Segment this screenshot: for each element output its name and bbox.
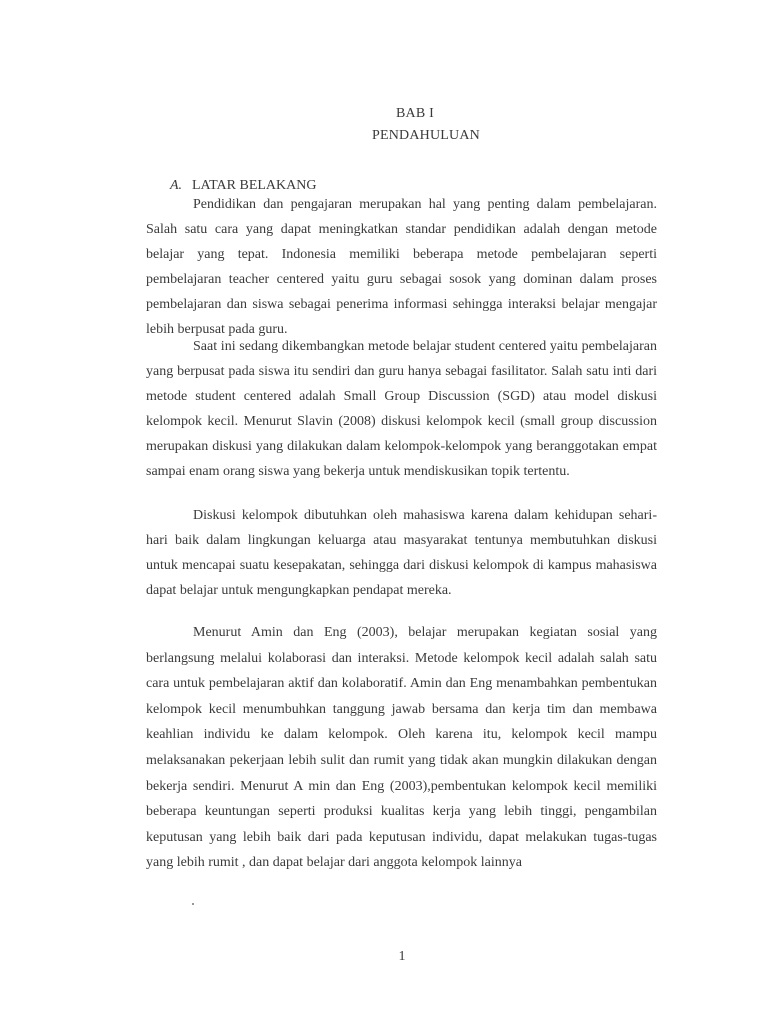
paragraph: Menurut Amin dan Eng (2003), belajar merupakan kegiatan sosial yang berlangsung melalui kolaborasi dan interaksi. Metode kelompok kecil adalah salah satu cara untuk pembelajaran aktif dan kolaboratif. Amin dan Eng menambahkan pembentukan kelompok kecil menumbuhkan tanggung jawab bersama dan kerja tim dan membawa keahlian individu ke dalam kelompok. Oleh karena itu, kelompok kecil mampu melaksanakan pekerjaan lebih sulit dan rumit yang tidak akan mungkin dilakukan dengan bekerja sendiri. Menurut A min dan Eng (2003),pembentukan kelompok kecil memiliki beberapa keuntungan seperti produksi kualitas kerja yang lebih tinggi, pengambilan keputusan yang lebih baik dari pada keputusan individu, dapat melakukan tugas-tugas yang lebih rumit , dan dapat belajar dari anggota kelompok lainnya (146, 625, 657, 871)
paragraph: Saat ini sedang dikembangkan metode belajar student centered yaitu pembelajaran yang berpusat pada siswa itu sendiri dan guru hanya sebagai fasilitator. Salah satu inti dari metode student centered adalah Small Group Discussion (SGD) atau model diskusi kelompok kecil. Menurut Slavin (2008) diskusi kelompok kecil (small group discussion merupakan diskusi yang dilakukan dalam kelompok-kelompok yang beranggotakan empat sampai enam orang siswa yang bekerja untuk mendiskusikan topik tertentu. (146, 339, 657, 479)
paragraph-block (146, 620, 657, 876)
chapter-title: PENDAHULUAN (372, 128, 480, 143)
paragraph-block (146, 334, 657, 484)
section-letter: A. (170, 178, 183, 193)
paragraph-block (146, 503, 657, 603)
paragraph-block (146, 192, 657, 342)
page-number: 1 (398, 949, 406, 964)
paragraph: Diskusi kelompok dibutuhkan oleh mahasiswa karena dalam kehidupan sehari-hari baik dalam lingkungan keluarga atau masyarakat tentunya membutuhkan diskusi untuk mencapai suatu kesepakatan, sehingga dari diskusi kelompok di kampus mahasiswa dapat belajar untuk mengungkapkan pendapat mereka. (146, 508, 657, 598)
stray-mark (192, 903, 194, 905)
paragraph: Pendidikan dan pengajaran merupakan hal yang penting dalam pembelajaran. Salah satu cara yang dapat meningkatkan standar pendidikan adalah dengan metode belajar yang tepat. Indonesia memiliki beberapa metode pembelajaran seperti pembelajaran teacher centered yaitu guru sebagai sosok yang dominan dalam proses pembelajaran dan siswa sebagai penerima informasi sehingga interaksi belajar mengajar lebih berpusat pada guru. (146, 197, 657, 337)
section-title: LATAR BELAKANG (192, 178, 317, 193)
chapter-number: BAB I (396, 106, 434, 121)
